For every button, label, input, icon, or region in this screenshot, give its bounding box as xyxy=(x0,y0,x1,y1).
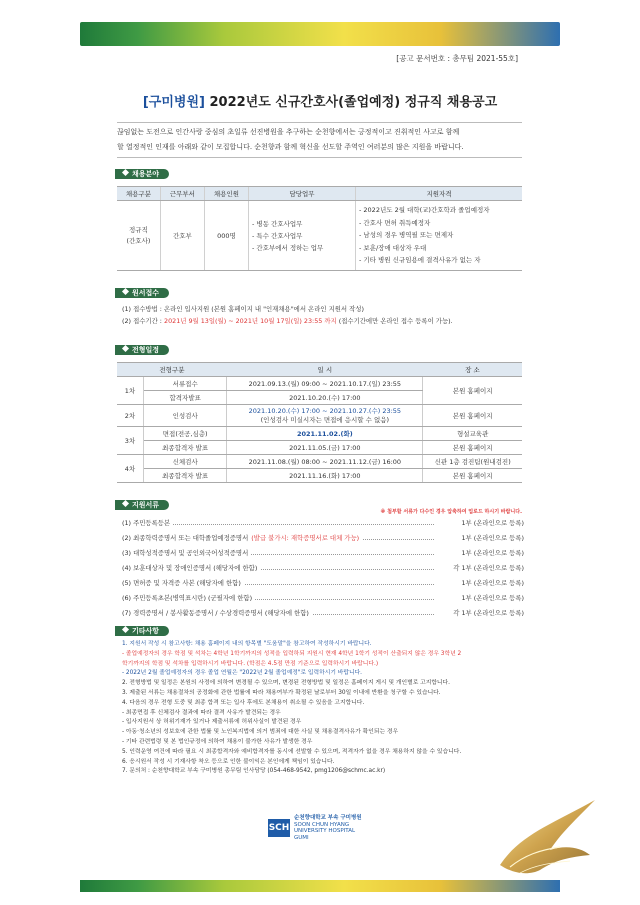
application-method: (1) 접수방법 : 온라인 입사지원 (본원 홈페이지 내 "인재채용"에서 온라인 지원서 작성) xyxy=(122,305,364,313)
note-line: 2. 전형방법 및 일정은 본원의 사정에 의하여 변경될 수 있으며, 변경된 전형방법 및 일정은 홈페이지 게시 및 개인별로 고지합니다. xyxy=(122,680,450,687)
item-cell: 최종합격자 발표 xyxy=(144,441,227,455)
qualifications-cell: - 2022년도 2월 대학(교)간호학과 졸업예정자 - 간호사 면허 취득예정자 - 남성의 경우 병역필 또는 면제자 - 보훈/장애 대상자 우대 - 기타 병원 신규임용에 결격사유가 없는 자 xyxy=(356,201,523,271)
contact-line: 7. 문의처 : 순천향대학교 부속 구미병원 총무팀 인사담당 (054-468-9542, pmg1206@schmc.ac.kr) xyxy=(122,768,386,775)
section-header-documents: 지원서류 xyxy=(115,500,169,510)
count-cell: 000명 xyxy=(204,201,248,271)
header-cell: 장 소 xyxy=(423,363,522,377)
note-line: 6. 응시원서 작성 시 기재사항 착오 등으로 인한 불이익은 본인에게 책임이 있습니다. xyxy=(122,758,335,765)
note-line: 학기까지의 학점 및 석차를 입력하시기 바랍니다. (학점은 4.5점 만점 기준으로 입력하시기 바랍니다.) xyxy=(122,660,379,667)
item-cell: 최종합격자 발표 xyxy=(144,469,227,483)
top-decorative-band xyxy=(80,22,560,46)
date-cell: 2021.11.02.(화) xyxy=(227,427,423,441)
type-cell: 정규직 (간호사) xyxy=(117,201,160,271)
note-line: - 기타 관련법령 및 본 법인규정에 의하여 채용이 불가한 사유가 발생한 경우 xyxy=(122,738,313,745)
place-cell: 본원 홈페이지 xyxy=(423,377,522,405)
note-line: - 졸업예정자의 경우 학점 및 석차는 4학년 1학기까지의 성적을 입력하되 지원시 현재 4학년 1학기 성적이 산출되지 않은 경우 3학년 2 xyxy=(122,650,462,657)
hospital-logo-text: 순천향대학교 부속 구미병원 SOON CHUN HYANG UNIVERSITY HOSPITAL GUMI xyxy=(294,815,362,841)
header-cell: 채용구분 xyxy=(117,187,160,201)
bottom-decorative-band xyxy=(80,880,560,892)
date-cell: 2021.09.13.(월) 09:00 ~ 2021.10.17.(일) 23:55 xyxy=(227,377,423,391)
notes-list xyxy=(122,640,522,777)
item-cell: 서류접수 xyxy=(144,377,227,391)
hospital-logo xyxy=(268,815,362,841)
note-line: 3. 제출된 서류는 채용절차의 공정화에 관한 법률에 따라 채용여부가 확정된 날로부터 30일 이내에 반환을 청구할 수 있습니다. xyxy=(122,689,441,696)
item-cell: 합격자발표 xyxy=(144,391,227,405)
document-item: (7) 경력증명서 / 봉사활동증명서 / 수상경력증명서 (해당자에 한함) 각 1부 (온라인으로 등록) xyxy=(122,606,524,621)
date-cell: 2021.11.08.(월) 08:00 ~ 2021.11.12.(금) 16:00 xyxy=(227,455,423,469)
note-line: - 아동·청소년의 성보호에 관한 법률 및 노인복지법에 의거 범죄에 대한 사실 및 채용결격사유가 확인되는 경우 xyxy=(122,729,399,736)
header-cell: 채용인원 xyxy=(204,187,248,201)
document-item: (6) 주민등록초본(병역표시란) (군필자에 한함) 1부 (온라인으로 등록) xyxy=(122,591,524,606)
intro-line: 할 열정적인 인재를 아래와 같이 모집합니다. 순천향과 함께 혁신을 선도할 주역인 여러분의 많은 지원을 바랍니다. xyxy=(117,143,464,151)
intro-paragraph xyxy=(117,122,522,158)
date-cell: 2021.10.20.(수) 17:00 xyxy=(227,391,423,405)
note-line: - 2022년 2월 졸업예정자의 경우 졸업 연월은 "2022년 2월 졸업예정"로 입력하시기 바랍니다. xyxy=(122,670,363,677)
note-line: 1. 지원서 작성 시 참고사항: 채용 홈페이지 내의 항목별 "도움말"을 참고하여 작성하시기 바랍니다. xyxy=(122,641,372,647)
place-cell: 신관 1층 검진팀(원내검진) xyxy=(423,455,522,469)
document-number: [공고 문서번호 : 총무팀 2021-55호] xyxy=(396,54,518,63)
header-cell: 담당업무 xyxy=(249,187,356,201)
document-item: (4) 보훈대상자 및 장애인증명서 (해당자에 한함) 각 1부 (온라인으로 등록) xyxy=(122,561,524,576)
section-header-recruit-field: 채용분야 xyxy=(115,169,169,179)
documents-note: ※ 첨부할 서류가 다수인 경우 압축하여 업로드 하시기 바랍니다. xyxy=(380,509,522,515)
title-text: 2022년도 신규간호사(졸업예정) 정규직 채용공고 xyxy=(204,95,498,110)
document-item: (5) 면허증 및 자격증 사본 (해당자에 한함) 1부 (온라인으로 등록) xyxy=(122,576,524,591)
duties-cell: - 병동 간호사업무 - 특수 간호사업무 - 간호부에서 정하는 업무 xyxy=(249,201,356,271)
diamond-icon xyxy=(122,288,129,295)
diamond-icon xyxy=(122,500,129,507)
stage-cell: 3차 xyxy=(117,427,144,455)
place-cell: 형설교육관 xyxy=(423,427,522,441)
title-hospital: [구미병원] xyxy=(142,95,205,110)
date-cell: 2021.10.20.(수) 17:00 ~ 2021.10.27.(수) 23:55 (인성검사 미실시자는 면접에 응시할 수 없음) xyxy=(227,405,423,427)
section-header-schedule: 전형일정 xyxy=(115,345,169,355)
recruit-table xyxy=(117,186,522,271)
diamond-icon xyxy=(122,169,129,176)
note-line: - 입사지원서 상 허위기재가 있거나 제출서류에 허위사실이 발견된 경우 xyxy=(122,719,302,726)
dept-cell: 간호부 xyxy=(160,201,204,271)
application-info xyxy=(122,304,453,327)
stage-cell: 1차 xyxy=(117,377,144,405)
document-item: (3) 대학성적증명서 및 공인외국어성적증명서 1부 (온라인으로 등록) xyxy=(122,546,524,561)
diamond-icon xyxy=(122,626,129,633)
stage-cell: 2차 xyxy=(117,405,144,427)
date-cell: 2021.11.05.(금) 17:00 xyxy=(227,441,423,455)
header-cell: 근무부서 xyxy=(160,187,204,201)
header-cell: 전형구분 xyxy=(117,363,227,377)
phoenix-emblem-icon xyxy=(490,795,600,880)
diamond-icon xyxy=(122,345,129,352)
note-line: 4. 다음의 경우 전형 도중 및 최종 합격 또는 입사 후에도 본채용이 취소될 수 있음을 고지합니다. xyxy=(122,699,365,706)
item-cell: 면접(전공,심층) xyxy=(144,427,227,441)
application-period: (2) 접수기간 : 2021년 9월 13일(월) ~ 2021년 10월 17일(일) 23:55 까지 (접수기간에만 온라인 접수 등록이 가능). xyxy=(122,316,453,325)
header-cell: 지원자격 xyxy=(356,187,523,201)
schedule-table xyxy=(117,362,522,483)
place-cell: 본원 홈페이지 xyxy=(423,405,522,427)
sch-logo-mark: SCH xyxy=(268,819,290,837)
header-cell: 일 시 xyxy=(227,363,423,377)
intro-line: 끊임없는 도전으로 인간사랑 중심의 초일류 선진병원을 추구하는 순천향에서는 긍정적이고 진취적인 사고로 함께 xyxy=(117,128,460,136)
date-cell: 2021.11.16.(화) 17:00 xyxy=(227,469,423,483)
place-cell: 본원 홈페이지 xyxy=(423,469,522,483)
note-line: 5. 인력운영 여건에 따라 필요 시 최종합격자와 예비합격자를 동시에 선발할 수 있으며, 적격자가 없을 경우 채용하지 않을 수 있습니다. xyxy=(122,748,462,755)
document-item: (1) 주민등록등본 1부 (온라인으로 등록) xyxy=(122,516,524,531)
item-cell: 인성검사 xyxy=(144,405,227,427)
section-header-application: 원서접수 xyxy=(115,288,169,298)
page-title xyxy=(0,91,640,110)
note-line: - 최종면접 후 신체검사 결과에 따라 결격 사유가 발견되는 경우 xyxy=(122,709,281,716)
section-header-others: 기타사항 xyxy=(115,626,169,636)
stage-cell: 4차 xyxy=(117,455,144,483)
item-cell: 신체검사 xyxy=(144,455,227,469)
place-cell: 본원 홈페이지 xyxy=(423,441,522,455)
document-item: (2) 최종학력증명서 또는 대학졸업예정증명서 (발급 불가시: 재학증명서로 대체 가능) 1부 (온라인으로 등록) xyxy=(122,531,524,546)
